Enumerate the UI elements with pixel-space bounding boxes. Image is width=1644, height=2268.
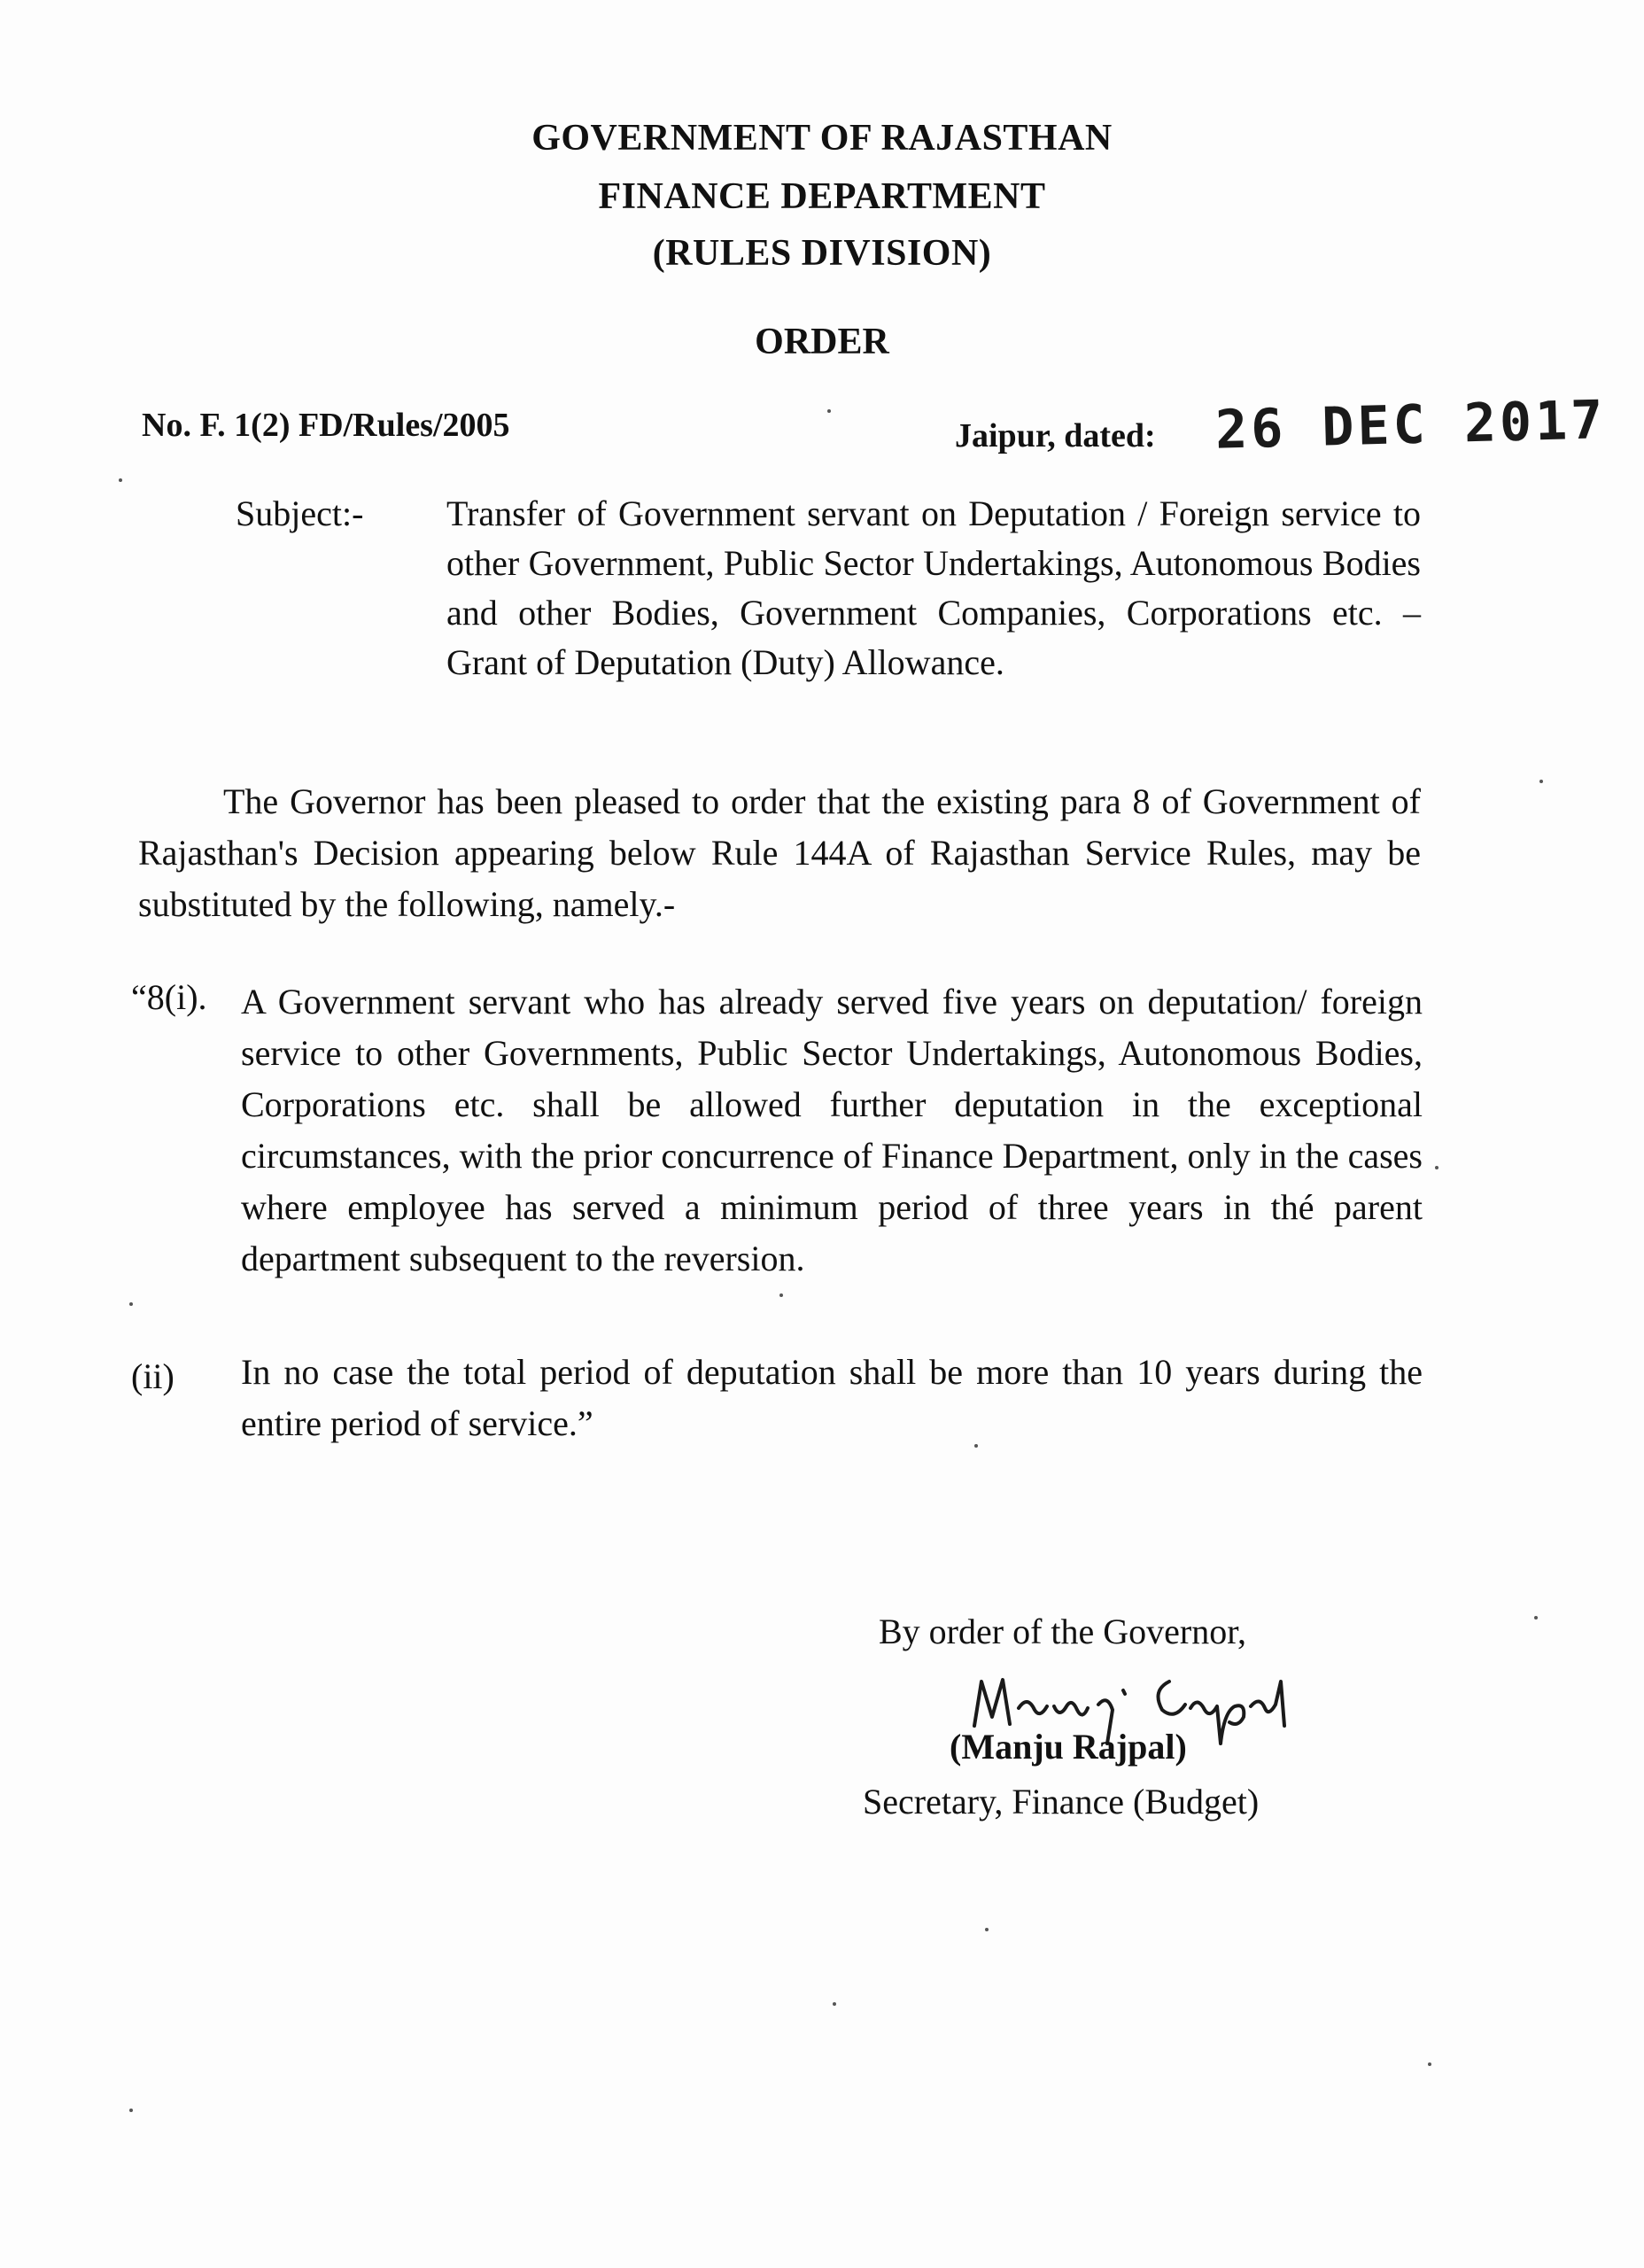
item-marker-ii: (ii)	[131, 1356, 174, 1396]
item-text-ii: In no case the total period of deputation shall be more than 10 years during the entire period of service.”	[241, 1352, 1423, 1443]
scan-speck	[1534, 1616, 1538, 1619]
scan-speck	[833, 2002, 836, 2006]
order-title: ORDER	[755, 322, 889, 362]
header-department: FINANCE DEPARTMENT	[598, 176, 1046, 217]
scan-speck	[974, 1444, 978, 1448]
signatory-designation: Secretary, Finance (Budget)	[863, 1782, 1260, 1821]
item-text-8i: A Government servant who has already served five years on deputation/ foreign service to other Governments, Public Sector Undertakings, Autonomous Bodies, Corporations etc. shall be allowed further deputation in the exceptional circumstances, with the prior concurrence of Finance Department, only in the cases where employee has served a minimum period of three years in thé parent department subsequent to the reversion.	[241, 982, 1423, 1278]
signatory-name: (Manju Rajpal)	[950, 1727, 1187, 1767]
item-marker-8i: “8(i).	[131, 977, 207, 1017]
scan-speck	[1428, 2062, 1431, 2066]
scan-speck	[827, 409, 831, 413]
header-government: GOVERNMENT OF RAJASTHAN	[531, 118, 1113, 159]
scan-speck	[129, 2109, 133, 2112]
reference-number: No. F. 1(2) FD/Rules/2005	[142, 407, 510, 444]
header-division: (RULES DIVISION)	[652, 233, 992, 274]
scan-speck	[1539, 780, 1543, 783]
date-stamp: 26 DEC 2017	[1214, 389, 1608, 462]
dated-label: Jaipur, dated:	[955, 417, 1156, 454]
scan-speck	[1435, 1166, 1438, 1169]
scan-speck	[985, 1928, 989, 1931]
by-order-line: By order of the Governor,	[879, 1612, 1246, 1651]
intro-paragraph: The Governor has been pleased to order that the existing para 8 of Government of Rajasthan's Decision appearing below Rule 144A of Rajasthan Service Rules, may be substituted by the following, namely.-	[138, 781, 1421, 924]
subject-label: Subject:-	[236, 493, 364, 533]
scan-speck	[129, 1302, 133, 1306]
scan-speck	[779, 1293, 783, 1297]
scan-speck	[119, 478, 122, 482]
subject-text: Transfer of Government servant on Deputation / Foreign service to other Government, Public Sector Undertakings, Autonomous Bodies and other Bodies, Government Companies, Corporations etc. – Grant of Deputation (Duty) Allowance.	[446, 493, 1421, 682]
